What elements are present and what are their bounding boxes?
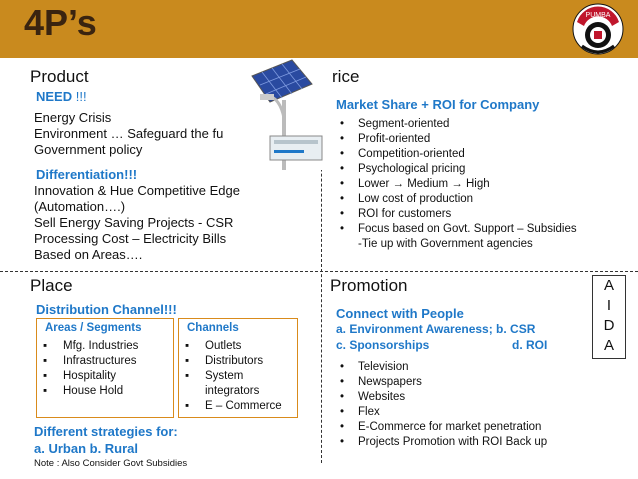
diff-item: Sell Energy Saving Projects - CSR	[34, 215, 234, 230]
need-list	[34, 110, 223, 158]
strategies-label: Different strategies for:	[34, 424, 178, 439]
product-heading: Product	[30, 67, 89, 86]
promotion-line-a: a. Environment Awareness; b. CSR	[336, 322, 536, 336]
connect-label: Connect with People	[336, 306, 464, 321]
need-item: Energy Crisis	[34, 110, 112, 125]
area-item: ▪ Hospitality	[41, 369, 138, 384]
diff-item: (Automation….)	[34, 199, 126, 214]
promotion-heading: Promotion	[330, 276, 408, 295]
promotion-line-d: d. ROI	[512, 338, 548, 352]
aida-box	[592, 275, 626, 359]
price-item: • Low cost of production	[336, 192, 577, 207]
place-note: Note : Also Consider Govt Subsidies	[34, 458, 188, 469]
horizontal-divider	[0, 271, 638, 272]
price-item: • Focus based on Govt. Support – Subsidies	[336, 222, 577, 237]
price-item: • Lower → Medium → High	[336, 177, 577, 192]
strategies-value: a. Urban b. Rural	[34, 441, 139, 456]
promotion-item: • Newspapers	[336, 375, 547, 390]
promotion-item: • Websites	[336, 390, 547, 405]
price-list	[336, 117, 577, 237]
place-heading: Place	[30, 276, 73, 295]
channels-list	[183, 339, 287, 414]
diff-item: Processing Cost – Electricity Bills	[34, 231, 227, 246]
areas-title: Areas / Segments	[45, 322, 142, 334]
channel-item: ▪ Outlets	[183, 339, 287, 354]
diff-item: Innovation & Hue Competitive Edge	[34, 183, 240, 198]
channel-item: ▪ E – Commerce	[183, 399, 287, 414]
promotion-line-c: c. Sponsorships	[336, 338, 430, 352]
differentiation-label: Differentiation!!!	[36, 167, 138, 182]
price-item: • Profit-oriented	[336, 132, 577, 147]
promotion-item: • E-Commerce for market penetration	[336, 420, 547, 435]
promotion-item: • Television	[336, 360, 547, 375]
distribution-channel-label: Distribution Channel!!!	[36, 302, 177, 317]
price-item: • Psychological pricing	[336, 162, 577, 177]
channel-item: ▪ Distributors	[183, 354, 287, 369]
aida-letter: A	[603, 277, 614, 294]
price-heading: rice	[332, 67, 360, 86]
promotion-list	[336, 360, 547, 450]
area-item: ▪ Mfg. Industries	[41, 339, 138, 354]
aida-letter: D	[603, 317, 615, 334]
channels-title: Channels	[187, 322, 239, 334]
channels-box	[178, 318, 298, 418]
price-item: • Competition-oriented	[336, 147, 577, 162]
need-item: Environment … Safeguard the fu	[34, 126, 224, 141]
price-item: • ROI for customers	[336, 207, 577, 222]
need-label: NEED !!!	[36, 89, 87, 104]
differentiation-list	[34, 183, 240, 263]
aida-letter: I	[606, 297, 612, 314]
page-title: 4P’s	[24, 2, 97, 43]
solar-street-light-image	[240, 58, 340, 170]
promotion-item: • Flex	[336, 405, 547, 420]
price-item: • Segment-oriented	[336, 117, 577, 132]
price-subtitle: Market Share + ROI for Company	[336, 97, 540, 112]
logo-text: PUMBA	[585, 12, 611, 19]
channel-item: ▪ System integrators	[183, 369, 287, 399]
promotion-item: • Projects Promotion with ROI Back up	[336, 435, 547, 450]
aida-letter: A	[603, 337, 614, 354]
areas-list	[41, 339, 138, 399]
areas-box	[36, 318, 174, 418]
area-item: ▪ House Hold	[41, 384, 138, 399]
diff-item: Based on Areas….	[34, 247, 143, 262]
area-item: ▪ Infrastructures	[41, 354, 138, 369]
need-item: Government policy	[34, 142, 143, 157]
price-note: -Tie up with Government agencies	[358, 238, 533, 250]
pumba-logo	[572, 2, 624, 56]
